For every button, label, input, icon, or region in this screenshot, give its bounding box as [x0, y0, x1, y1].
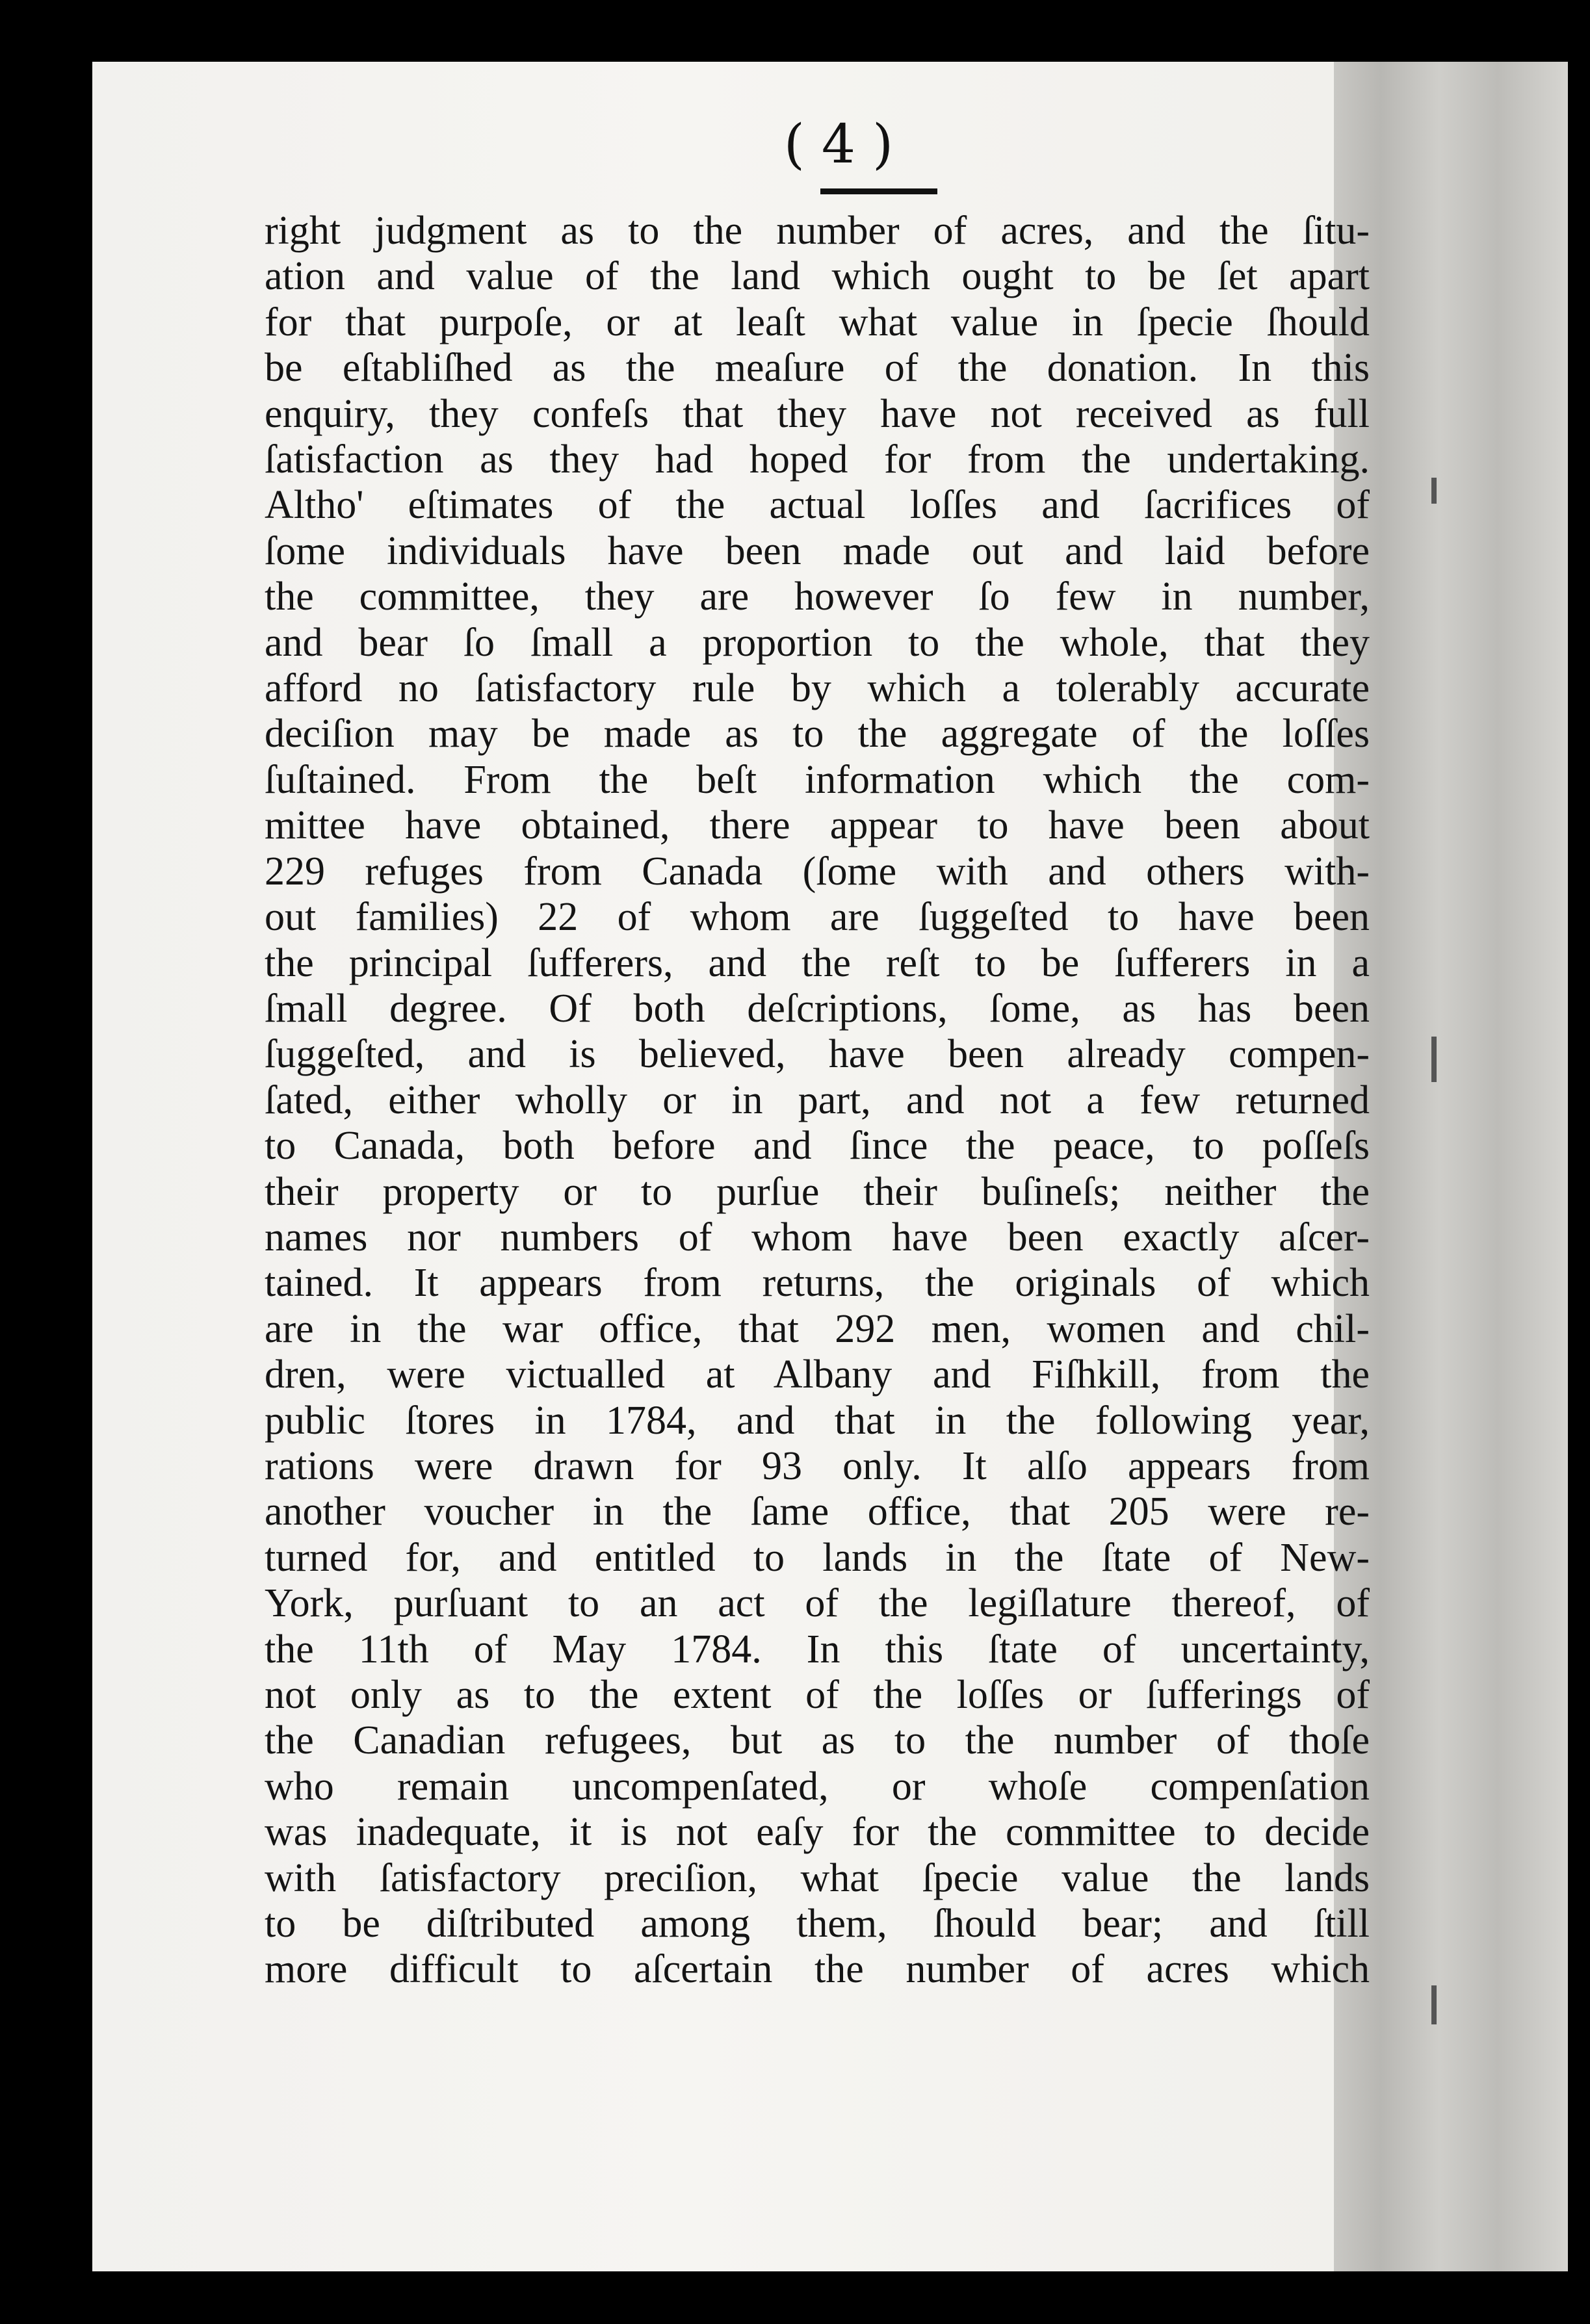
text-line: dren, were victualled at Albany and Fiſhkill, from the [265, 1352, 1370, 1397]
text-line: tained. It appears from returns, the originals of which [265, 1261, 1370, 1306]
text-line: enquiry, they confeſs that they have not received as full [265, 391, 1370, 436]
text-line: not only as to the extent of the loſſes or ſufferings of [265, 1673, 1370, 1717]
text-line: are in the war office, that 292 men, women and chil- [265, 1306, 1370, 1351]
text-line: to Canada, both before and ſince the peace, to poſſeſs [265, 1124, 1370, 1168]
text-line: their property or to purſue their buſineſs; neither the [265, 1169, 1370, 1214]
text-line: right judgment as to the number of acres, and the ſitu- [265, 209, 1370, 253]
text-line: ſmall degree. Of both deſcriptions, ſome, as has been [265, 986, 1370, 1031]
text-line: ſuggeſted, and is believed, have been already compen- [265, 1032, 1370, 1077]
text-line: public ſtores in 1784, and that in the following year, [265, 1398, 1370, 1443]
text-line: another voucher in the ſame office, that 205 were re- [265, 1490, 1370, 1534]
text-line: mittee have obtained, there appear to have been about [265, 803, 1370, 848]
binding-stitch [1431, 478, 1437, 504]
text-line: was inadequate, it is not eaſy for the committee to decide [265, 1810, 1370, 1855]
text-line: 229 refuges from Canada (ſome with and others with- [265, 849, 1370, 894]
text-line: the committee, they are however ſo few in number, [265, 575, 1370, 619]
text-line: ſated, either wholly or in part, and not a few returned [265, 1078, 1370, 1122]
text-line: and bear ſo ſmall a proportion to the whole, that they [265, 620, 1370, 665]
text-line: to be diſtributed among them, ſhould bear; and ſtill [265, 1902, 1370, 1946]
text-line: be eſtabliſhed as the meaſure of the donation. In this [265, 346, 1370, 391]
text-line: afford no ſatisfactory rule by which a tolerably accurate [265, 666, 1370, 711]
header-rule [820, 188, 937, 194]
text-line: the 11th of May 1784. In this ſtate of uncertainty, [265, 1627, 1370, 1672]
body-text [265, 208, 1370, 1993]
text-line: Altho' eſtimates of the actual loſſes and ſacrifices of [265, 483, 1370, 528]
text-line: ation and value of the land which ought to be ſet apart [265, 254, 1370, 299]
book-page [92, 62, 1568, 2271]
binding-stitch [1431, 1037, 1437, 1082]
text-line: with ſatisfactory preciſion, what ſpecie value the lands [265, 1855, 1370, 1900]
text-line: more difficult to aſcertain the number of acres which [265, 1947, 1370, 1992]
text-line: ſome individuals have been made out and laid before [265, 528, 1370, 573]
text-line: who remain uncompenſated, or whoſe compenſation [265, 1764, 1370, 1809]
text-line: ſatisfaction as they had hoped for from the undertaking. [265, 437, 1370, 482]
text-line: for that purpoſe, or at leaſt what value in ſpecie ſhould [265, 300, 1370, 344]
text-line: ſuſtained. From the beſt information which the com- [265, 757, 1370, 802]
text-line: the Canadian refugees, but as to the number of thoſe [265, 1718, 1370, 1763]
text-line: out families) 22 of whom are ſuggeſted to have been [265, 895, 1370, 940]
text-line: rations were drawn for 93 only. It alſo appears from [265, 1443, 1370, 1488]
text-line: York, purſuant to an act of the legiſlature thereof, of [265, 1581, 1370, 1626]
text-line: the principal ſufferers, and the reſt to be ſufferers in a [265, 940, 1370, 985]
text-line: names nor numbers of whom have been exactly aſcer- [265, 1215, 1370, 1259]
text-line: turned for, and entitled to lands in the ſtate of New- [265, 1535, 1370, 1580]
page-number: ( 4 ) [783, 114, 894, 175]
text-line: deciſion may be made as to the aggregate of the loſſes [265, 712, 1370, 756]
binding-stitch [1431, 1985, 1437, 2024]
